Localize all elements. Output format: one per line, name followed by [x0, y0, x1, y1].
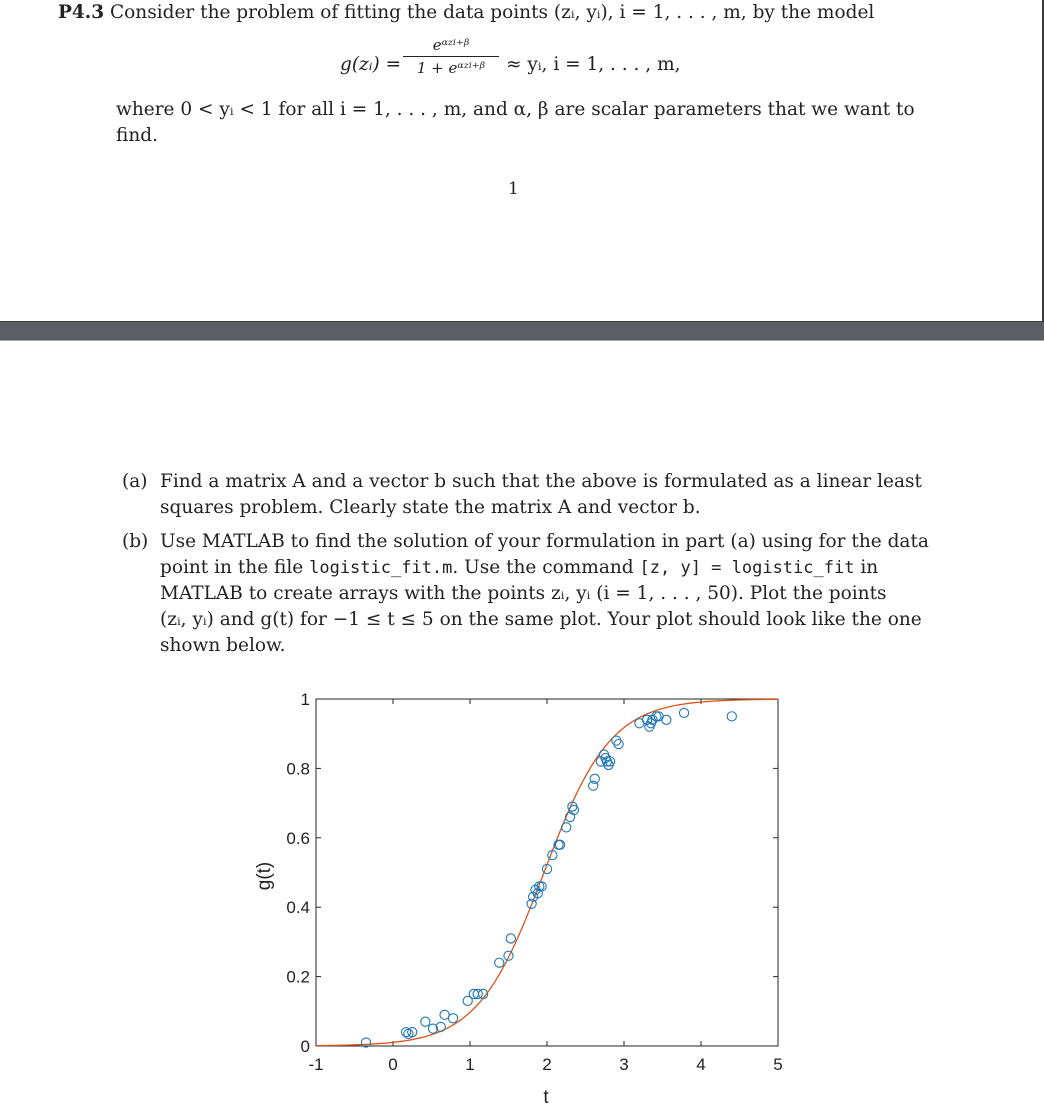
x-tick-label: 5 — [773, 1055, 783, 1074]
part-a-text-line1: Find a matrix A and a vector b such that the above is formulated as a linear least — [160, 471, 922, 492]
part-b-text-line5: shown below. — [160, 635, 286, 656]
x-tick-label: 4 — [696, 1055, 706, 1074]
document-page-1 — [0, 0, 1044, 322]
where-text: where 0 < yᵢ < 1 for all i = 1, . . . , m, and α, β are scalar parameters that we want to — [116, 99, 915, 120]
text-span: . Use the command — [452, 557, 640, 578]
x-tick-label: 1 — [465, 1055, 475, 1074]
part-b-label: (b) — [122, 531, 149, 552]
model-fraction — [403, 36, 499, 77]
part-b-text-line3: MATLAB to create arrays with the points zᵢ, yᵢ (i = 1, . . . , 50). Plot the points — [160, 583, 887, 604]
y-tick-label: 0 — [300, 1037, 310, 1056]
problem-number: P4.3 — [58, 2, 105, 23]
part-b-text-line4: (zᵢ, yᵢ) and g(t) for −1 ≤ t ≤ 5 on the same plot. Your plot should look like the one — [160, 609, 922, 630]
file-name: logistic_fit.m — [309, 558, 453, 578]
x-tick-label: 0 — [388, 1055, 398, 1074]
model-rhs: ≈ yᵢ, i = 1, . . . , m, — [506, 54, 681, 75]
page-number: 1 — [508, 179, 519, 199]
part-a-label: (a) — [122, 471, 148, 492]
y-tick-label: 0.2 — [286, 967, 310, 987]
part-b-text-line1: Use MATLAB to find the solution of your formulation in part (a) using for the data — [160, 531, 929, 552]
problem-intro-text: Consider the problem of fitting the data points (zᵢ, yᵢ), i = 1, . . . , m, by the model — [110, 2, 875, 23]
y-axis-label: g(t) — [254, 861, 275, 891]
fraction-bar — [403, 56, 499, 57]
matlab-command: [z, y] = logistic_fit — [639, 558, 855, 578]
where-text-end: find. — [116, 125, 158, 146]
page-separator — [0, 321, 1044, 341]
x-tick-label: 3 — [619, 1055, 629, 1074]
model-lhs: g(zᵢ) = — [340, 54, 402, 75]
y-tick-label: 0.4 — [286, 898, 310, 918]
x-tick-label: -1 — [308, 1055, 324, 1074]
plot-frame — [316, 699, 778, 1046]
problem-statement-line — [58, 0, 874, 26]
text-span: point in the file — [160, 557, 310, 578]
document-page-2 — [0, 341, 1044, 1110]
model-numerator: eᵅᶻⁱ⁺ᵝ — [432, 36, 470, 54]
y-tick-label: 1 — [300, 690, 310, 709]
x-axis-label: t — [543, 1087, 549, 1108]
part-a-text-line2: squares problem. Clearly state the matrix A and vector b. — [160, 497, 701, 518]
x-tick-label: 2 — [542, 1055, 552, 1074]
text-span: in — [854, 557, 879, 578]
y-tick-label: 0.6 — [286, 828, 310, 848]
model-denominator: 1 + eᵅᶻⁱ⁺ᵝ — [416, 59, 486, 77]
y-tick-label: 0.8 — [286, 759, 310, 779]
logistic-fit-plot — [0, 341, 1044, 1110]
